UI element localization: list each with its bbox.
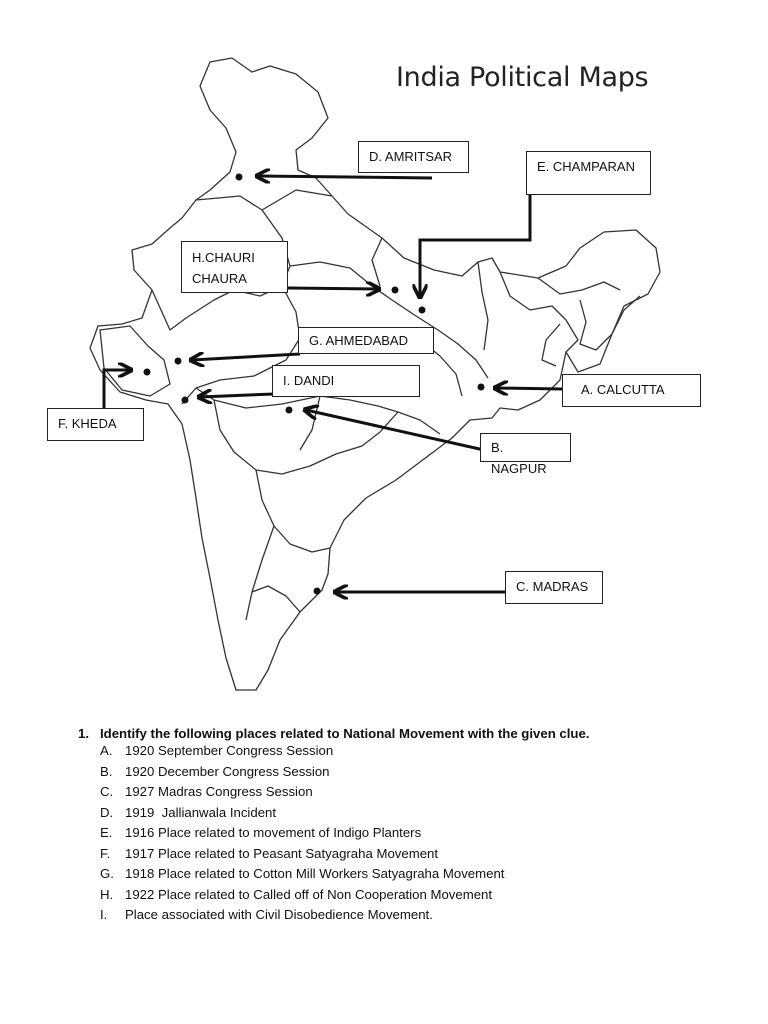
list-item: [100, 823, 718, 844]
question-block: [78, 726, 718, 926]
clue-letter: A.: [100, 743, 113, 758]
label-kheda: F. KHEDA: [47, 408, 144, 441]
dot-chauri: [392, 287, 399, 294]
clue-letter: D.: [100, 804, 114, 820]
arrow-dandi: [200, 394, 274, 397]
arrow-ahmedabad: [192, 354, 300, 360]
arrow-amritsar: [258, 176, 432, 178]
clue-text: 1917 Place related to Peasant Satyagraha Movement: [125, 845, 439, 861]
list-item: [100, 885, 718, 906]
dot-kheda: [144, 369, 151, 376]
label-chauri-chaura: H.CHAURI CHAURA: [181, 241, 288, 293]
clue-text: 1927 Madras Congress Session: [125, 784, 313, 799]
list-item: [100, 741, 718, 762]
arrow-champaran: [420, 195, 530, 296]
page-title: India Political Maps: [396, 62, 649, 93]
clue-text: 1919 Jallianwala Incident: [125, 804, 277, 820]
list-item: [100, 782, 718, 803]
dot-ahmedabad: [175, 358, 182, 365]
clue-text: Place associated with Civil Disobedience Movement.: [125, 907, 433, 922]
arrow-chauri: [288, 288, 378, 289]
clue-text: 1918 Place related to Cotton Mill Workers Satyagraha Movement: [125, 866, 505, 881]
label-champaran: E. CHAMPARAN: [526, 151, 651, 195]
clue-letter: G.: [100, 866, 114, 881]
label-calcutta: A. CALCUTTA: [562, 374, 701, 407]
clue-text: 1916 Place related to movement of Indigo Planters: [125, 825, 422, 840]
question-number: 1.: [78, 726, 89, 741]
label-ahmedabad: G. AHMEDABAD: [298, 327, 434, 354]
list-item: [100, 762, 718, 783]
list-item: [100, 905, 718, 926]
list-item: [100, 864, 718, 885]
clue-letter: I.: [100, 907, 108, 922]
clue-letter: B.: [100, 763, 113, 779]
list-item: [100, 803, 718, 824]
label-madras: C. MADRAS: [505, 571, 603, 604]
clue-text: 1920 September Congress Session: [125, 743, 334, 758]
dot-champaran: [419, 307, 426, 314]
arrow-kheda: [104, 370, 130, 410]
dot-calcutta: [478, 384, 485, 391]
dot-dandi: [182, 397, 189, 404]
clue-letter: H.: [100, 886, 114, 902]
dot-nagpur: [286, 407, 293, 414]
clue-text: 1920 December Congress Session: [125, 763, 330, 779]
dot-madras: [314, 588, 321, 595]
clue-list: [100, 741, 718, 926]
label-nagpur: B. NAGPUR: [480, 433, 571, 462]
clue-text: 1922 Place related to Called off of Non Cooperation Movement: [125, 886, 493, 902]
clue-letter: C.: [100, 784, 114, 799]
label-amritsar: D. AMRITSAR: [358, 141, 469, 173]
dot-amritsar: [236, 174, 243, 181]
clue-letter: E.: [100, 825, 113, 840]
clue-letter: F.: [100, 845, 111, 861]
question-heading: [78, 726, 718, 741]
list-item: [100, 844, 718, 865]
arrow-calcutta: [496, 388, 562, 389]
question-text: Identify the following places related to National Movement with the given clue.: [100, 726, 590, 741]
label-dandi: I. DANDI: [272, 365, 420, 397]
